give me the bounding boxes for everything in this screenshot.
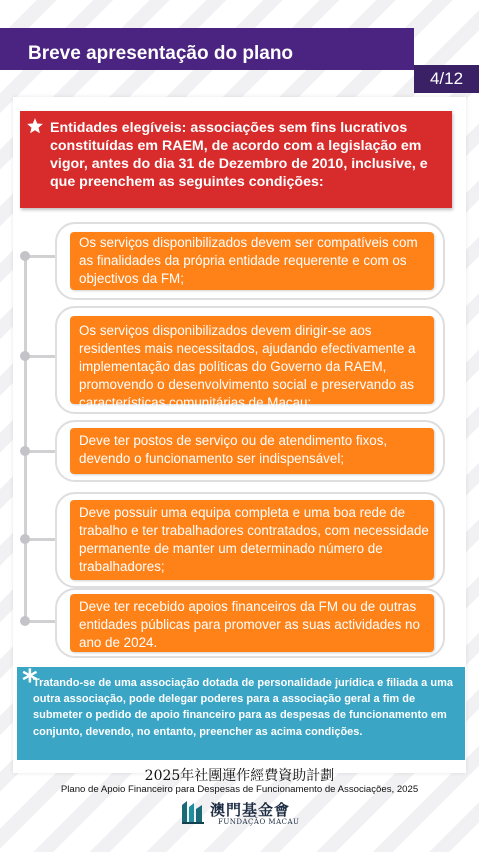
condition-text-5: Deve ter recebido apoios financeiros da FM ou de outras entidades públicas para promover as suas actividades no ano de 2024. [79,599,420,650]
plan-title-zh: 2025年社團運作經費資助計劃 [144,768,335,784]
eligibility-text: Entidades elegíveis: associações sem fins lucrativos constituídas em RAEM, de acordo com a legislação em vigor, antes do dia 31 de Dezembro de 2010, inclusive, e que preenchem as seguintes condições: [50,120,428,190]
star-icon [26,117,44,135]
asterisk-icon: * [22,664,38,699]
connector-dot [20,351,30,361]
connector-dot [20,446,30,456]
connector-dot [20,534,30,544]
page-title: Breve apresentação do plano [28,43,294,64]
condition-text-1: Os serviços disponibilizados devem ser compatíveis com as finalidades da própria entidade requerente e com os objectivos da FM; [79,235,418,286]
fundacao-macau-logo [180,799,310,829]
condition-text-3: Deve ter postos de serviço ou de atendimento fixos, devendo o funcionamento ser indispensável; [79,433,388,466]
logo-mark-icon [180,799,206,825]
condition-text-4: Deve possuir uma equipa completa e uma boa rede de trabalho e ter trabalhadores contratados, com necessidade permanente de manter um determinado número de trabalhadores; [79,505,429,574]
plan-title-pt: Plano de Apoio Financeiro para Despesas de Funcionamento de Associações, 2025 [60,784,419,795]
connector-dot [20,251,30,261]
logo-text-zh: 澳門基金會 [210,801,291,819]
logo-text-pt: FUNDAÇÃO MACAU [218,818,300,826]
page-indicator: 4/12 [414,65,479,93]
note-text: Tratando-se de uma associação dotada de personalidade jurídica e filiada a uma outra associação, pode delegar poderes para a associação geral a fim de submeter o pedido de apoio financeiro para as despesas de funcionamento em conjunto, devendo, no entanto, preencher as acima condições. [33,677,453,738]
bracket-line [24,255,27,620]
connector-dot [20,616,30,626]
condition-text-2: Os serviços disponibilizados devem dirigir-se aos residentes mais necessitados, ajudando efectivamente a implementação das políticas do Governo da RAEM, promovendo o desenvolvimento social e preservando as características comunitárias de Macau; [79,323,416,410]
